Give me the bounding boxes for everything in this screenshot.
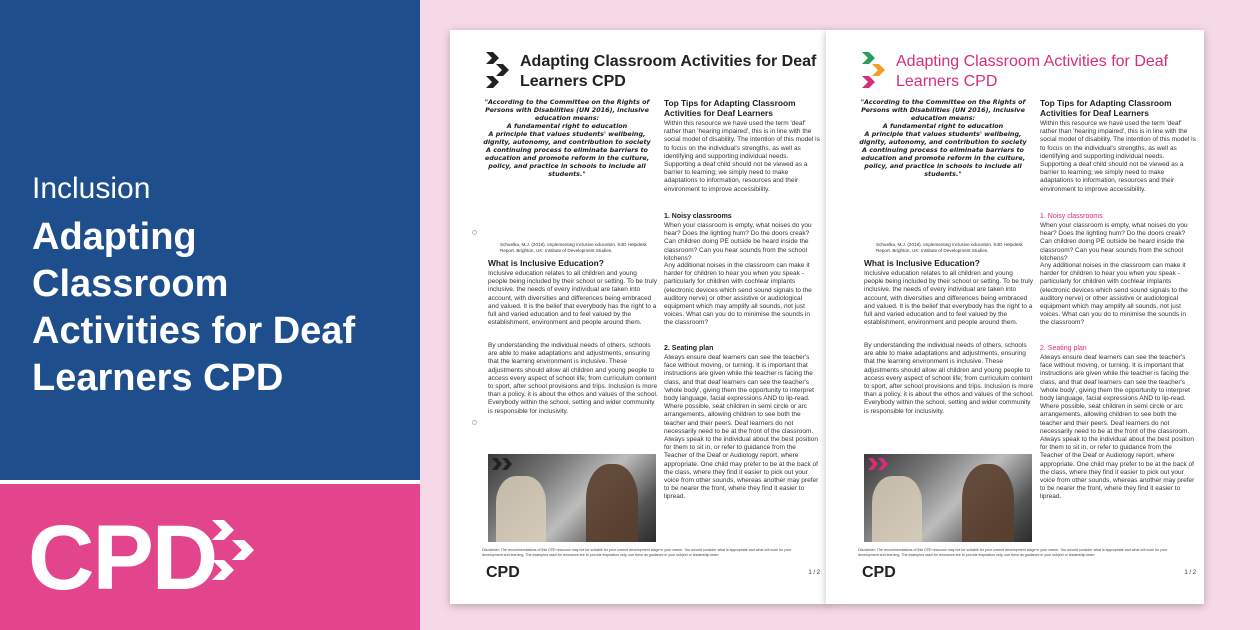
section-paragraph: By understanding the individual needs of others, schools are able to make adaptations and adjustments, ensuring that the learning environment is inclusive. These adjustments should allow all children and young people to access every aspect of school life; from curriculum content to sport, after school provisions and trips. Inclusion is more than a policy, it is about the ethos and values of the school. Everybody within the school, setting and wider community is responsible for inclusivity. (864, 342, 1034, 415)
quote-item: A principle that values students' wellbeing, dignity, autonomy, and contribution to society (483, 130, 651, 146)
quote-item: A fundamental right to education (506, 122, 628, 130)
citation: Schuelka, M.J. (2018). Implementing inclusive education. K4D Helpdesk Report. Brighton, UK: Institute of Development Studies. (876, 242, 1023, 253)
tip-paragraph: Any additional noises in the classroom can make it harder for children to hear you when you speak - particularly for children with cochlear implants (electronic devices which send sound signals to the auditory nerve) or other assistive or audiological equipment which may amplify all sounds, not just voices. What can you do to minimise the sounds in the classroom? (664, 262, 812, 327)
chevron-logo-icon (210, 518, 290, 598)
quote-intro: "According to the Committee on the Rights of Persons with Disabilities (UN 2016), inclusive education means: (860, 98, 1026, 122)
banner-title: Adapting Classroom Activities for Deaf Learners CPD (32, 216, 356, 399)
page-number: 1 / 2 (808, 570, 820, 576)
tips-heading: Top Tips for Adapting Classroom Activities for Deaf Learners (664, 98, 796, 118)
photo-figure (586, 464, 638, 542)
tip-paragraph: When your classroom is empty, what noises do you hear? Does the lighting hum? Do the doors creak? Can children doing PE outside be heard inside the classroom? Can you hear sounds from the school kitchens? (664, 222, 812, 262)
citation: Schuelka, M.J. (2018). Implementing inclusive education. K4D Helpdesk Report. Brighton, UK: Institute of Development Studies. (500, 242, 647, 253)
quote-item: A principle that values students' wellbeing, dignity, autonomy, and contribution to society (859, 130, 1027, 146)
chevron-icon (486, 52, 512, 92)
quote-intro: "According to the Committee on the Rights of Persons with Disabilities (UN 2016), inclusive education means: (484, 98, 650, 122)
punch-hole (472, 420, 477, 425)
tip-heading: 1. Noisy classrooms (1040, 213, 1103, 220)
tip-paragraph: When your classroom is empty, what noises do you hear? Does the lighting hum? Do the doors creak? Can children doing PE outside be heard inside the classroom? Can you hear sounds from the school kitchens? (1040, 222, 1188, 262)
tip-paragraph: Always ensure deaf learners can see the teacher's face without moving, or turning. It is important that instructions are given while the teacher is facing the class, and that deaf learners can see the teacher's 'whole body', giving them the opportunity to interpret body language, facial expressions AND to lip-read. Where possible, seat children in semi circle or arc arrangements, allowing children to see both the teacher and their peers. Deaf learners do not necessarily need to be at the front of the classroom. Always speak to the individual about the best position for them to sit in, or refer to guidance from the Teacher of the Deaf or Audiology report, where appropriate. One child may prefer to be at the back of the class, where they find it easier to pick out your voice from other sounds, whereas another may prefer to be nearer the front, where they find it easier to lipread. (664, 354, 819, 501)
section-paragraph: By understanding the individual needs of others, schools are able to make adaptations and adjustments, ensuring that the learning environment is inclusive. These adjustments should allow all children and young people to access every aspect of school life; from curriculum content to sport, after school provisions and trips. Inclusion is more than a policy, it is about the ethos and values of the school. Everybody within the school, setting and wider community is responsible for inclusivity. (488, 342, 658, 415)
section-paragraph: Inclusive education relates to all children and young people being included by their school or setting. To be truly inclusive, the needs of every individual are taken into account, with diversities and differences being embraced and valued. It is the belief that everybody has the right to a full and varied education and to feel valued by the establishment, environment and people around them. (864, 270, 1033, 327)
tip-paragraph: Always ensure deaf learners can see the teacher's face without moving, or turning. It is important that instructions are given while the teacher is facing the class, and that deaf learners can see the teacher's 'whole body', giving them the opportunity to interpret body language, facial expressions AND to lip-read. Where possible, seat children in semi circle or arc arrangements, allowing children to see both the teacher and their peers. Deaf learners do not necessarily need to be at the front of the classroom. Always speak to the individual about the best position for them to sit in, or refer to guidance from the Teacher of the Deaf or Audiology report, where appropriate. One child may prefer to be at the back of the class, where they find it easier to pick out your voice from other sounds, whereas another may prefer to be nearer the front, where they find it easier to lipread. (1040, 354, 1195, 501)
chevron-icon (492, 458, 516, 470)
chevron-icon (868, 458, 892, 470)
photo-figure (872, 476, 922, 542)
document-page-mono (450, 30, 828, 604)
document-page-colour (826, 30, 1204, 604)
section-heading: What is Inclusive Education? (488, 258, 604, 268)
quote-block (482, 98, 652, 178)
quote-item: A continuing process to eliminate barriers to education and promote reform in the culture, policy, and practice in schools to include all students." (860, 146, 1026, 178)
quote-block (858, 98, 1028, 178)
section-paragraph: Inclusive education relates to all children and young people being included by their school or setting. To be truly inclusive, the needs of every individual are taken into account, with diversities and differences being embraced and valued. It is the belief that everybody has the right to a full and varied education and to feel valued by the establishment, environment and people around them. (488, 270, 657, 327)
doc-title: Adapting Classroom Activities for Deaf Learners CPD (896, 53, 1169, 90)
classroom-photo (864, 454, 1032, 542)
banner-eyebrow: Inclusion (32, 172, 151, 205)
quote-item: A continuing process to eliminate barriers to education and promote reform in the culture, policy, and practice in schools to include all students." (484, 146, 650, 178)
tips-intro: Within this resource we have used the term 'deaf' rather than 'hearing impaired', this is in line with the social model of disability. The intention of this model is to focus on the individual's strengths, as well as identifying and supporting individual needs. Supporting a deaf child should not be viewed as a barrier to learning; we simply need to make adaptations to information, resources and their environment to improve accessibility. (664, 120, 820, 193)
footer-logo (862, 564, 896, 582)
section-heading: What is Inclusive Education? (864, 258, 980, 268)
tips-intro: Within this resource we have used the term 'deaf' rather than 'hearing impaired', this is in line with the social model of disability. The intention of this model is to focus on the individual's strengths, as well as identifying and supporting individual needs. Supporting a deaf child should not be viewed as a barrier to learning; we simply need to make adaptations to information, resources and their environment to improve accessibility. (1040, 120, 1196, 193)
footer-logo: CPD (486, 564, 520, 581)
tip-heading: 2. Seating plan (664, 345, 714, 352)
photo-figure (496, 476, 546, 542)
disclaimer: Disclaimer: The recommendations of this CPD resource may not be suitable for your current development stage in your career. You should consider what is appropriate and what will work for your development and learning. The examples used for resources are to provide inspiration only, use them as guidance in your subject or leadership team. (482, 548, 792, 557)
page-number: 1 / 2 (1184, 570, 1196, 576)
tip-heading: 1. Noisy classrooms (664, 213, 732, 220)
footer-logo-text: CPD (862, 564, 896, 581)
tip-paragraph: Any additional noises in the classroom can make it harder for children to hear you when you speak - particularly for children with cochlear implants (electronic devices which send sound signals to the auditory nerve) or other assistive or audiological equipment which may amplify all sounds, not just voices. What can you do to minimise the sounds in the classroom? (1040, 262, 1188, 327)
chevron-icon (862, 52, 888, 92)
disclaimer: Disclaimer: The recommendations of this CPD resource may not be suitable for your current development stage in your career. You should consider what is appropriate and what will work for your development and learning. The examples used for resources are to provide inspiration only, use them as guidance in your subject or leadership team. (858, 548, 1168, 557)
tips-heading: Top Tips for Adapting Classroom Activities for Deaf Learners (1040, 98, 1172, 118)
doc-title: Adapting Classroom Activities for Deaf Learners CPD (520, 53, 817, 90)
tip-heading: 2. Seating plan (1040, 345, 1087, 352)
photo-figure (962, 464, 1014, 542)
cpd-logo-text: CPD (28, 507, 217, 609)
punch-hole (472, 230, 477, 235)
classroom-photo (488, 454, 656, 542)
quote-item: A fundamental right to education (882, 122, 1004, 130)
